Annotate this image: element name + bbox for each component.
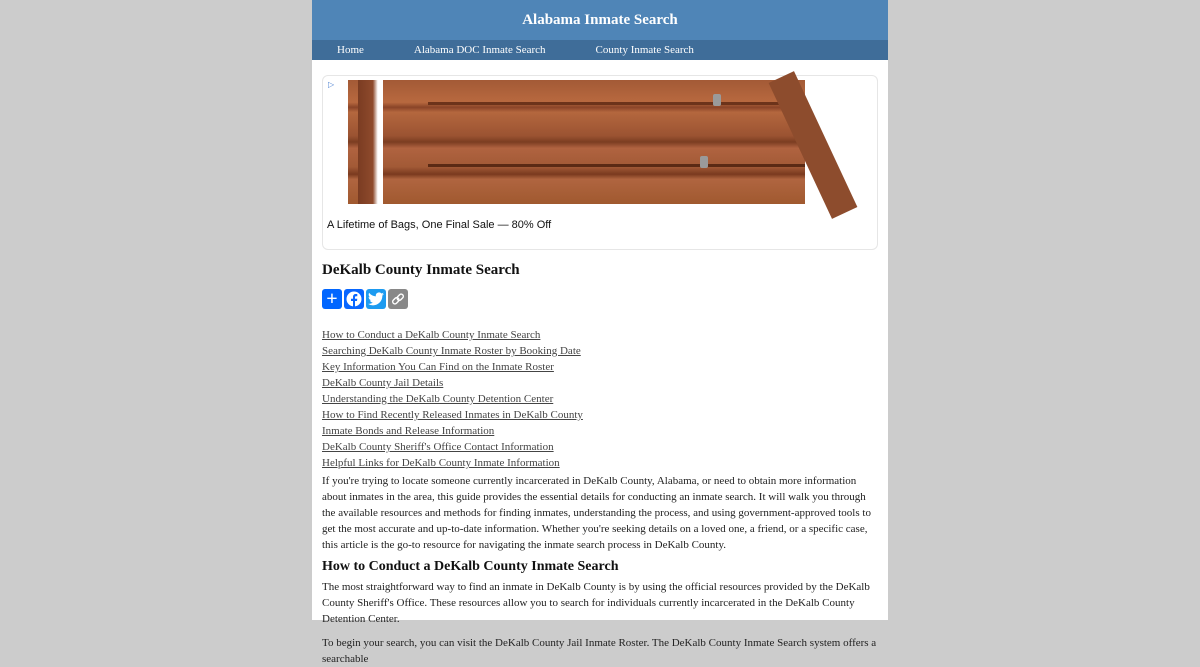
toc-link[interactable]: Inmate Bonds and Release Information <box>322 425 495 437</box>
add-share-icon[interactable]: + <box>322 289 342 309</box>
site-title[interactable]: Alabama Inmate Search <box>522 12 678 28</box>
ad-image[interactable] <box>348 80 845 204</box>
nav-alabama-doc[interactable]: Alabama DOC Inmate Search <box>413 44 546 56</box>
nav-home[interactable]: Home <box>337 44 364 56</box>
section-paragraph: The most straightforward way to find an inmate in DeKalb County is by using the official resources provided by the DeKalb County Sheriff's Office. These resources allow you to search for individuals currently incarcerated in the DeKalb County Detention Center. <box>322 581 870 625</box>
main-nav <box>312 40 888 60</box>
toc-link[interactable]: Key Information You Can Find on the Inmate Roster <box>322 361 554 373</box>
toc-link[interactable]: Helpful Links for DeKalb County Inmate Information <box>322 457 560 469</box>
bag-zipper <box>428 164 828 167</box>
toc-link[interactable]: How to Find Recently Released Inmates in DeKalb County <box>322 409 583 421</box>
copy-link-icon[interactable] <box>388 289 408 309</box>
twitter-icon[interactable] <box>366 289 386 309</box>
toc-link[interactable]: Understanding the DeKalb County Detention Center <box>322 393 554 405</box>
bag-zipper <box>428 102 828 105</box>
section-paragraph: To begin your search, you can visit the DeKalb County Jail Inmate Roster. The DeKalb County Inmate Search system offers a searchable <box>322 637 877 665</box>
page-title: DeKalb County Inmate Search <box>322 262 520 278</box>
facebook-icon[interactable] <box>344 289 364 309</box>
table-of-contents <box>322 327 878 471</box>
zipper-pull <box>713 94 721 106</box>
zipper-pull <box>700 156 708 168</box>
toc-link[interactable]: How to Conduct a DeKalb County Inmate Search <box>322 329 541 341</box>
ad-headline[interactable]: A Lifetime of Bags, One Final Sale — 80% Off <box>327 219 552 231</box>
main-content <box>312 75 888 667</box>
share-buttons <box>322 289 878 309</box>
nav-county-search[interactable]: County Inmate Search <box>595 44 694 56</box>
adchoices-icon[interactable]: ▷ <box>328 80 335 89</box>
toc-link[interactable]: DeKalb County Sheriff's Office Contact Information <box>322 441 554 453</box>
toc-link[interactable]: Searching DeKalb County Inmate Roster by Booking Date <box>322 345 581 357</box>
page-container <box>312 0 888 665</box>
toc-link[interactable]: DeKalb County Jail Details <box>322 377 444 389</box>
intro-paragraph: If you're trying to locate someone currently incarcerated in DeKalb County, Alabama, or need to obtain more information about inmates in the area, this guide provides the essential details for conducting an inmate search. It will walk you through the available resources and methods for finding inmates, understanding the process, and using government-approved tools to get the most accurate and up-to-date information. Whether you're seeking details on a loved one, a friend, or a specific case, this article is the go-to resource for navigating the inmate search process in DeKalb County. <box>322 475 871 551</box>
site-header <box>312 0 888 40</box>
section-heading: How to Conduct a DeKalb County Inmate Search <box>322 559 619 574</box>
advertisement[interactable] <box>322 75 878 250</box>
